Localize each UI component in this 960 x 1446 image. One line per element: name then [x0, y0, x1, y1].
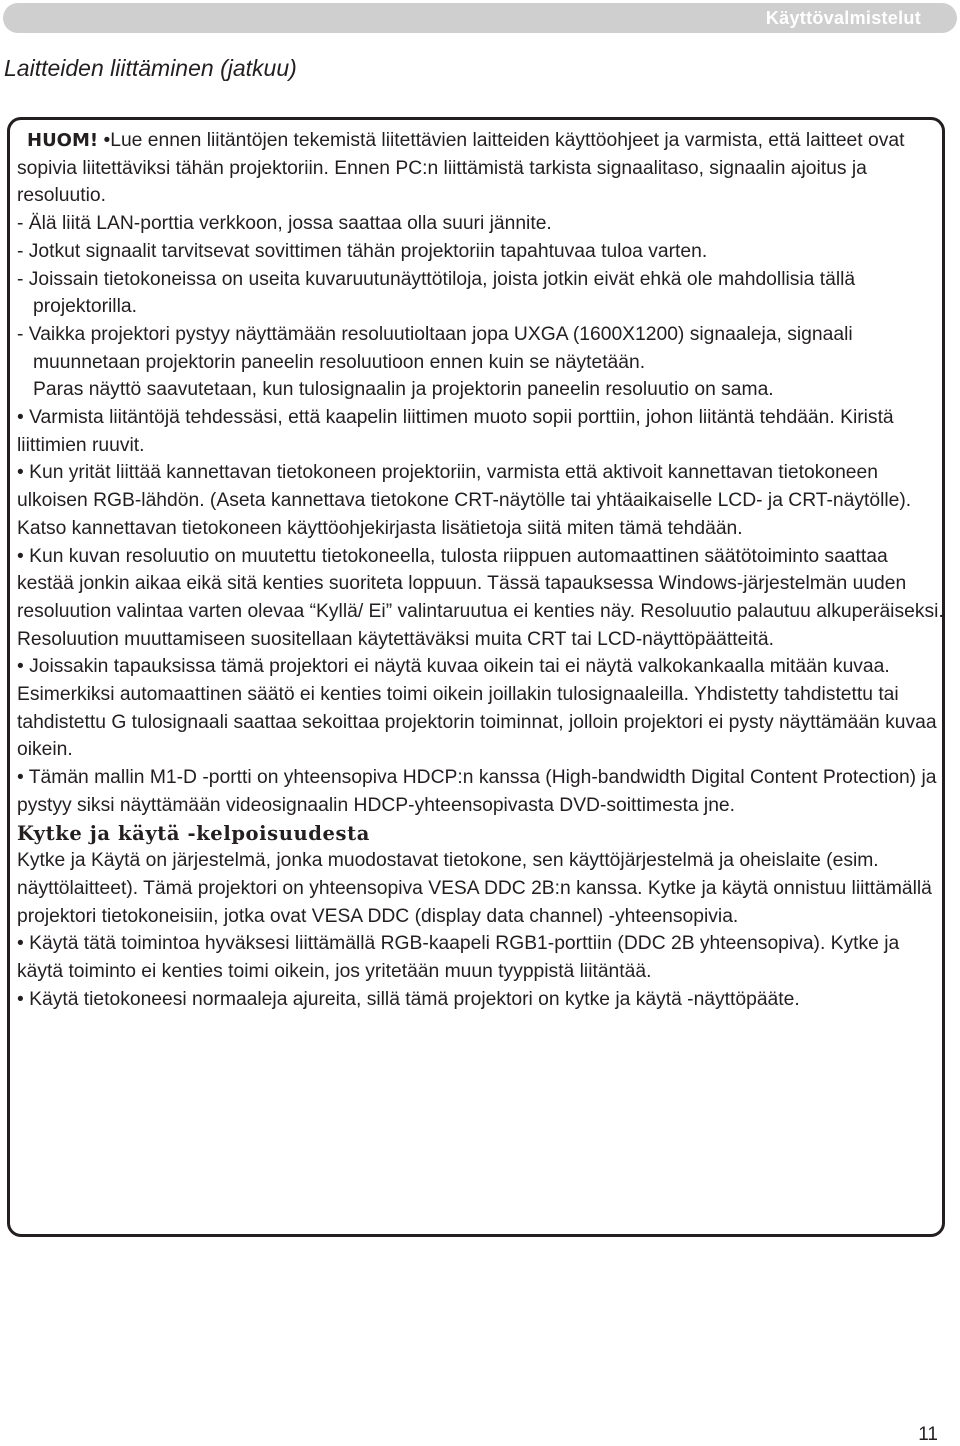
bullet-item: • Joissakin tapauksissa tämä projektori ei näytä kuvaa oikein tai ei näytä valkokankaalla mitään kuvaa. Esimerkiksi automaattinen säätö ei kenties toimi oikein joillakin tulosignaaleilla. Yhdistetty tahdistettu tai tahdistettu G tulosignaali saattaa sekoittaa projektorin toiminnat, jolloin projektori ei pysty näyttämään kuvaa oikein. [17, 656, 937, 761]
section-header-bar [3, 3, 957, 33]
dash-continuation: Paras näyttö saavutetaan, kun tulosignaalin ja projektorin paneelin resoluutio on sama. [33, 379, 774, 401]
note-intro-paragraph [17, 127, 947, 210]
plug-bullet-item: • Käytä tätä toimintoa hyväksesi liittämällä RGB-kaapeli RGB1-porttiin (DDC 2B yhteensopiva). Kytke ja käytä toiminto ei kenties toimi oikein, jos yritetään muun tyyppistä liitäntää. [17, 933, 900, 983]
plug-and-play-intro: Kytke ja Käytä on järjestelmä, jonka muodostavat tietokone, sen käyttöjärjestelmä ja oheislaite (esim. näyttölaitteet). Tämä projektori on yhteensopiva VESA DDC 2B:n kanssa. Kytke ja käytä onnistuu liittämällä projektori tietokoneisiin, jotka ovat VESA DDC (display data channel) -yhteensopivia. [17, 850, 932, 927]
bullet-item: • Kun yrität liittää kannettavan tietokoneen projektoriin, varmista että aktivoit kannettavan tietokoneen ulkoisen RGB-lähdön. (Aseta kannettava tietokone CRT-näytölle tai yhtäaikaiselle LCD- ja CRT-näytölle). Katso kannettavan tietokoneen käyttöohjekirjasta lisätietoja siitä miten tämä tehdään. [17, 462, 912, 539]
note-intro-text: •Lue ennen liitäntöjen tekemistä liitettävien laitteiden käyttöohjeet ja varmista, että laitteet ovat sopivia liitettäviksi tähän projektoriin. Ennen PC:n liittämistä tarkista signaalitaso, signaalin ajoitus ja resoluutio. [17, 130, 905, 207]
bullet-item: • Tämän mallin M1-D -portti on yhteensopiva HDCP:n kanssa (High-bandwidth Digital Content Protection) ja pystyy siksi näyttämään videosignaalin HDCP-yhteensopivasta DVD-soittimesta jne. [17, 767, 937, 816]
bullet-item: • Kun kuvan resoluutio on muutettu tietokoneella, tulosta riippuen automaattinen säätötoiminto saattaa kestää jonkin aikaa eikä sitä kenties suoriteta loppuun. Tässä tapauksessa Windows-järjestelmän uuden resoluution valintaa varten olevaa “Kyllä/ Ei” valintaruutua ei kenties näy. Resoluutio palautuu alkuperäiseksi. Resoluution muuttamiseen suositellaan käytettäväksi muita CRT tai LCD-näyttöpäätteitä. [17, 545, 944, 650]
note-label: HUOM! [27, 130, 99, 151]
dash-item: - Vaikka projektori pystyy näyttämään resoluutioltaan jopa UXGA (1600X1200) signaaleja, signaali muunnetaan projektorin paneelin resoluutioon ennen kuin se näytetään. [17, 323, 853, 373]
dash-item: - Jotkut signaalit tarvitsevat sovittimen tähän projektoriin tapahtuvaa tuloa varten. [17, 240, 708, 262]
page-title: Laitteiden liittäminen (jatkuu) [4, 55, 297, 81]
bullet-item: • Varmista liitäntöjä tehdessäsi, että kaapelin liittimen muoto sopii porttiin, johon liitäntä tehdään. Kiristä liittimien ruuvit. [17, 407, 894, 456]
note-content [17, 127, 947, 1014]
section-title: Käyttövalmistelut [765, 8, 921, 28]
plug-and-play-heading: Kytke ja käytä -kelpoisuudesta [17, 821, 370, 845]
plug-bullet-item: • Käytä tietokoneesi normaaleja ajureita, sillä tämä projektori on kytke ja käytä -näyttöpääte. [17, 988, 800, 1010]
page-number: 11 [918, 1424, 938, 1445]
dash-item: - Joissain tietokoneissa on useita kuvaruutunäyttötiloja, joista jotkin eivät ehkä ole mahdollisia tällä projektorilla. [17, 268, 856, 318]
dash-item: - Älä liitä LAN-porttia verkkoon, jossa saattaa olla suuri jännite. [17, 213, 552, 235]
